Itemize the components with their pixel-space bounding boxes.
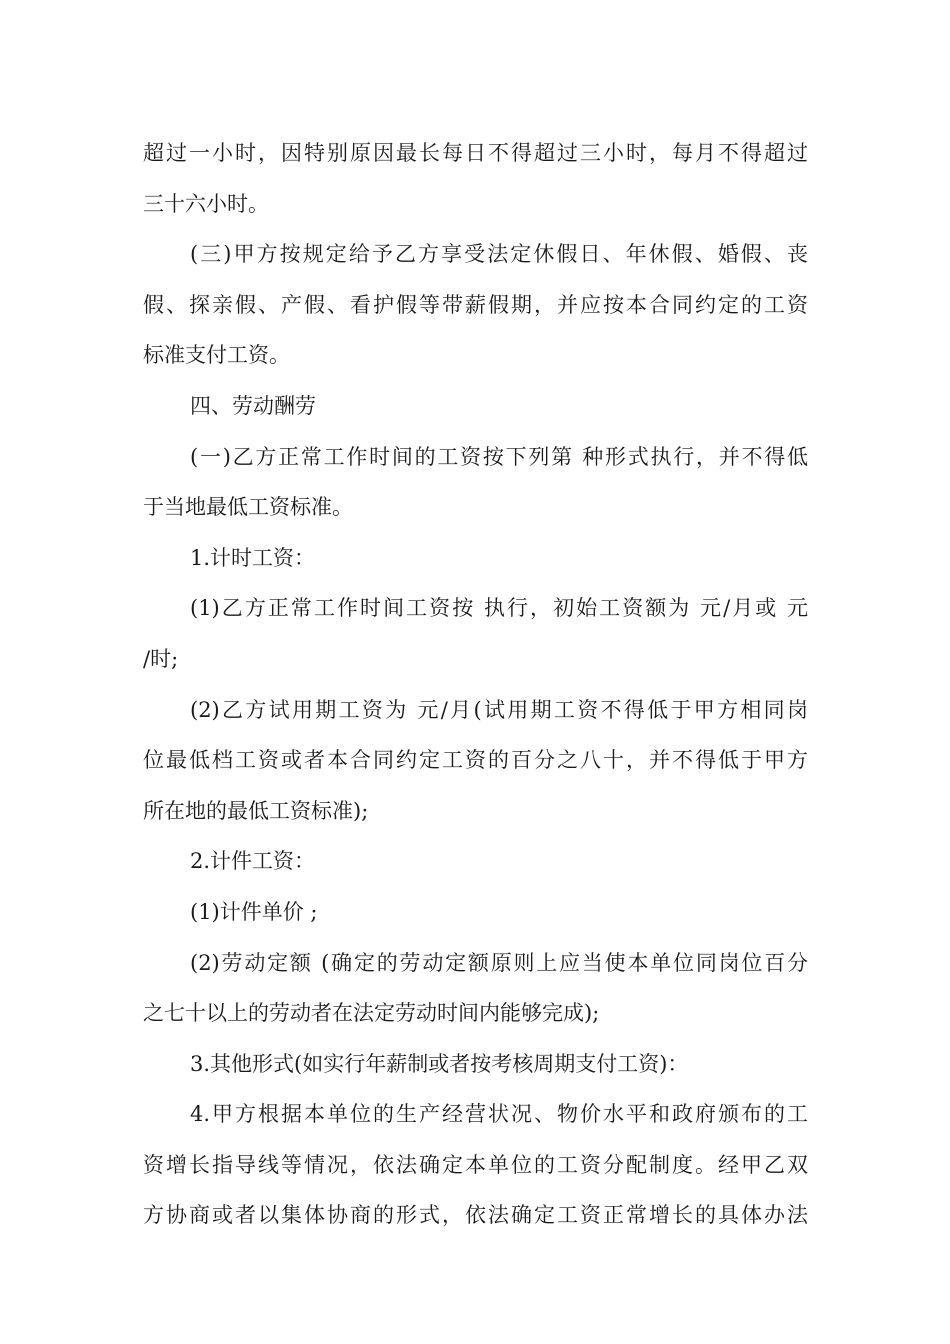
text-line: 标准支付工资。	[143, 343, 290, 368]
text-line: 方协商或者以集体协商的形式，依法确定工资正常增长的具体办法	[143, 1203, 808, 1228]
text-line: 4.甲方根据本单位的生产经营状况、物价水平和政府颁布的工	[190, 1102, 808, 1127]
text-line: (三)甲方按规定给予乙方享受法定休假日、年休假、婚假、丧	[190, 242, 808, 267]
text-line: 超过一小时，因特别原因最长每日不得超过三小时，每月不得超过	[143, 141, 808, 165]
text-line: (1)乙方正常工作时间工资按 执行，初始工资额为 元/月或 元	[190, 596, 808, 621]
text-line: 三十六小时。	[143, 191, 269, 216]
text-line: 所在地的最低工资标准);	[143, 798, 369, 823]
text-line: 于当地最低工资标准。	[143, 495, 353, 520]
text-line: (2)劳动定额 (确定的劳动定额原则上应当使本单位同岗位百分	[190, 950, 808, 975]
text-line: /时;	[143, 646, 179, 671]
contract-body-text	[143, 128, 808, 1241]
text-line: (1)计件单价 ;	[190, 899, 318, 924]
text-line: 四、劳动酬劳	[190, 393, 316, 418]
text-line: 2.计件工资：	[190, 849, 316, 874]
text-line: 1.计时工资：	[190, 545, 316, 570]
text-line: 资增长指导线等情况，依法确定本单位的工资分配制度。经甲乙双	[143, 1152, 808, 1177]
text-line: 位最低档工资或者本合同约定工资的百分之八十，并不得低于甲方	[143, 748, 808, 773]
text-line: 假、探亲假、产假、看护假等带薪假期，并应按本合同约定的工资	[143, 292, 808, 317]
text-line: (一)乙方正常工作时间的工资按下列第 种形式执行，并不得低	[190, 444, 808, 469]
text-line: 之七十以上的劳动者在法定劳动时间内能够完成);	[143, 1001, 600, 1026]
text-line: 3.其他形式(如实行年薪制或者按考核周期支付工资)：	[190, 1051, 689, 1076]
text-line: (2)乙方试用期工资为 元/月(试用期工资不得低于甲方相同岗	[190, 697, 808, 722]
